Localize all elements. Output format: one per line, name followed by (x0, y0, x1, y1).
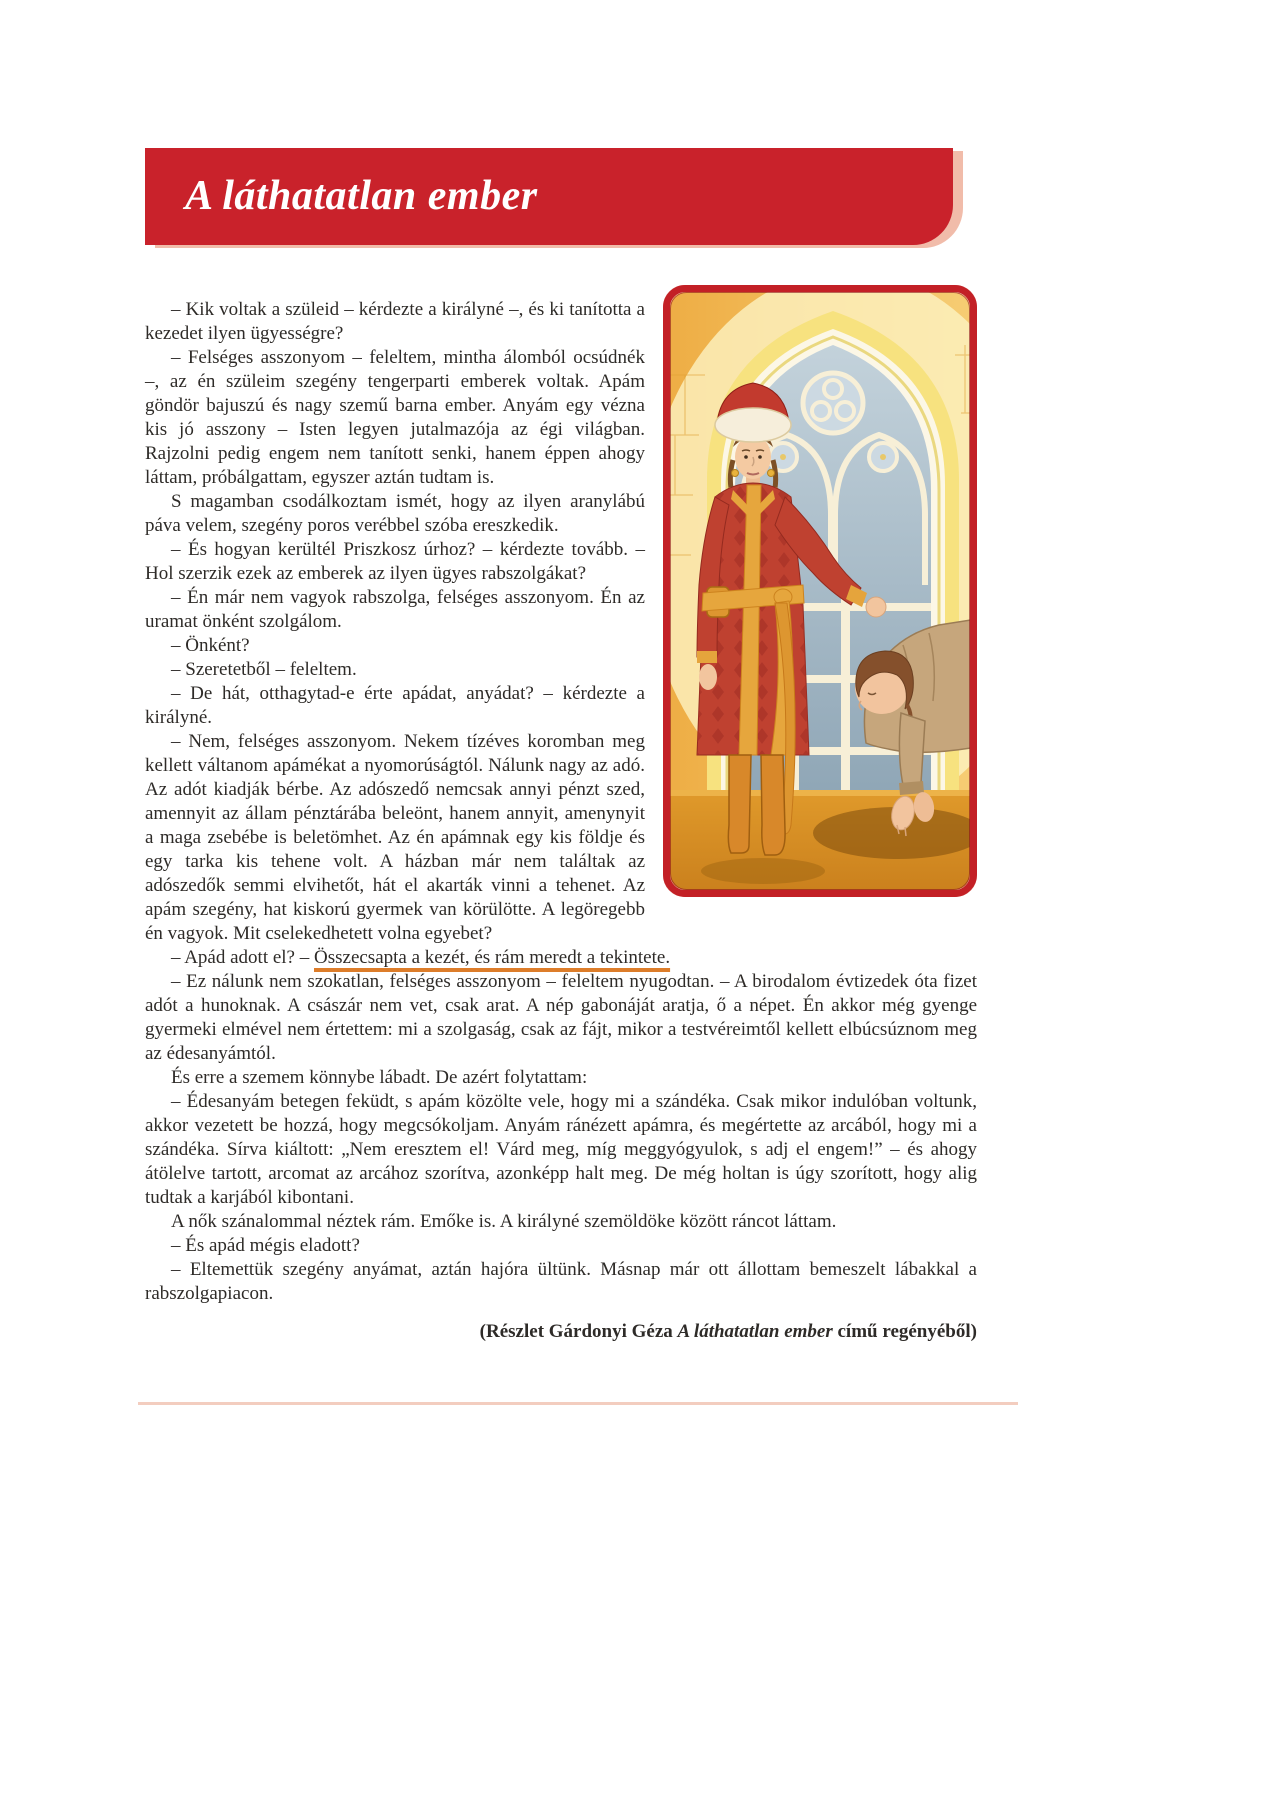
paragraph-text: És erre a szemem könnybe lábadt. De azért folytattam: (171, 1067, 588, 1088)
paragraph-text: – Felséges asszonyom – feleltem, mintha álomból ocsúdnék –, az én szüleim szegény tengerparti emberek voltak. Apám göndör bajuszú és nagy szemű barna ember. Anyám egy vézna kis jó asszony – Isten legyen jutalmazója az égi világban. Rajzolni pedig engem nem tanított senki, hanem éppen ahogy láttam, próbálgattam, egyszer aztán tudtam is. (145, 347, 645, 488)
paragraph-text: – Eltemettük szegény anyámat, aztán hajóra ültünk. Másnap már ott állottam bemeszelt lábakkal a rabszolgapiacon. (145, 1259, 977, 1304)
paragraph-text: – Nem, felséges asszonyom. Nekem tízéves koromban meg kellett váltanom apámékat a nyomorúságtól. Nálunk nagy az adó. Az adót kiadják bérbe. Az adószedő nemcsak annyi pénzt szed, amennyit az állam pénztárába beleönt, hanem annyit, amenynyit a maga zsebébe is beletömhet. Az én apámnak egy kis földje és egy tarka kis tehene volt. A házban már nem találtak az adószedők semmi elvihetőt, hát el akarták vinni a tehenet. Az apám szegény, hat kiskorú gyermek van körülötte. A legöregebb én vagyok. Mit cselekedhetett volna egyebet? (145, 731, 645, 944)
attribution-work-title: A láthatatlan ember (677, 1321, 833, 1342)
article (145, 298, 977, 1344)
attribution-prefix: (Részlet Gárdonyi Géza (479, 1321, 678, 1342)
paragraph (145, 1210, 977, 1234)
attribution (145, 1320, 977, 1344)
paragraph (145, 970, 977, 1066)
paragraph (145, 946, 977, 970)
page-divider (138, 1402, 1018, 1405)
illustration-image (663, 285, 977, 897)
paragraph-text: – Kik voltak a szüleid – kérdezte a királyné –, és ki tanította a kezedet ilyen ügyességre? (145, 299, 645, 344)
illustration (663, 285, 977, 897)
paragraph (145, 1090, 977, 1210)
title-banner (145, 148, 953, 245)
paragraph-text: – Apád adott el? – (171, 947, 314, 968)
underlined-phrase: Összecsapta a kezét, és rám meredt a tekintete. (314, 947, 671, 968)
attribution-suffix: című regényéből) (832, 1321, 977, 1342)
paragraph-text: S magamban csodálkoztam ismét, hogy az ilyen aranylábú páva velem, szegény poros verébbel szóba ereszkedik. (145, 491, 645, 536)
paragraph-text: A nők szánalommal néztek rám. Emőke is. A királyné szemöldöke között ráncot láttam. (171, 1211, 837, 1232)
page-title: A láthatatlan ember (185, 173, 538, 219)
paragraph (145, 1258, 977, 1306)
paragraph-text: – És apád mégis eladott? (171, 1235, 360, 1256)
paragraph-text: – Ez nálunk nem szokatlan, felséges asszonyom – feleltem nyugodtan. – A birodalom évtizedek óta fizet adót a hunoknak. A császár nem vet, csak arat. A nép gabonáját aratja, ő a népet. Én akkor még gyenge gyermeki elmével nem értettem: mi a szolgaság, csak az fájt, mikor a testvéreimtől kellett elbúcsúznom meg az édesanyámtól. (145, 971, 977, 1064)
paragraph-text: – Édesanyám betegen feküdt, s apám közölte vele, hogy mi a szándéka. Csak mikor indulóban voltunk, akkor vezetett be hozzá, hogy megcsókoljam. Anyám ránézett apámra, és megértette az arcából, hogy mi a szándéka. Sírva kiáltott: „Nem eresztem el! Várd meg, míg meggyógyulok, s adj el engem!” – és ahogy átölelve tartott, arcomat az arcához szorítva, azonképp halt meg. De még holtan is úgy szorított, hogy alig tudtak a karjából kibontani. (145, 1091, 977, 1208)
paragraph-text: – És hogyan kerültél Priszkosz úrhoz? – kérdezte tovább. – Hol szerzik ezek az emberek az ilyen ügyes rabszolgákat? (145, 539, 645, 584)
paragraph-text: – De hát, otthagytad-e érte apádat, anyádat? – kérdezte a királyné. (145, 683, 645, 728)
paragraph-text: – Én már nem vagyok rabszolga, felséges asszonyom. Én az uramat önként szolgálom. (145, 587, 645, 632)
paragraph (145, 1234, 977, 1258)
paragraph (145, 1066, 977, 1090)
paragraph-text: – Önként? (171, 635, 250, 656)
paragraph-text: – Szeretetből – feleltem. (171, 659, 357, 680)
